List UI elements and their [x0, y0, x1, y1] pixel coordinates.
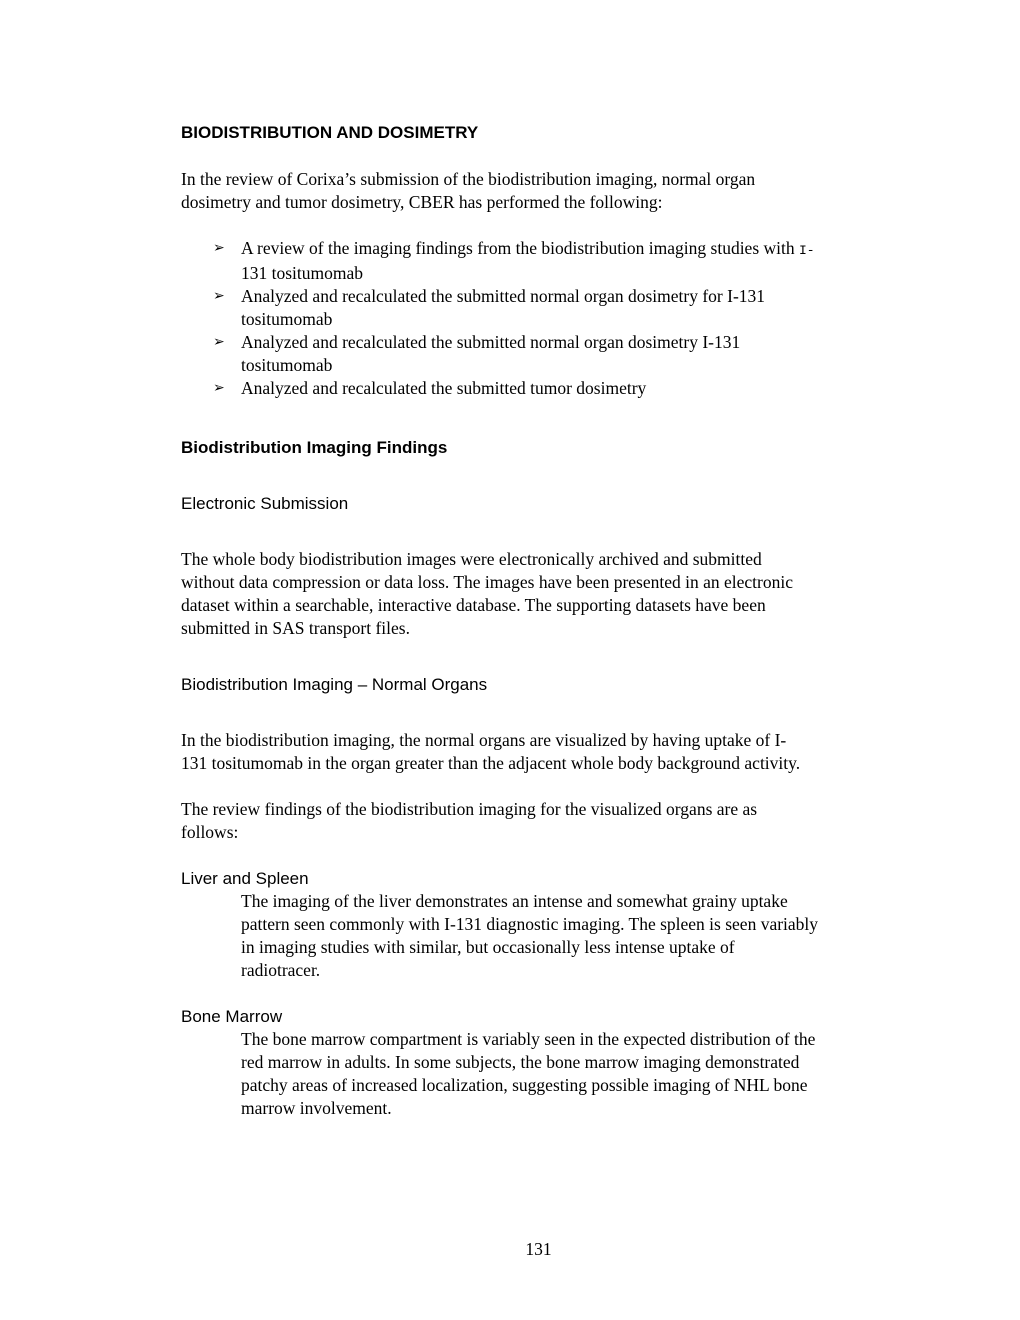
bullet-item — [213, 237, 815, 285]
organ-heading: Bone Marrow — [181, 1007, 283, 1026]
text-line: The whole body biodistribution images were electronically archived and submitted — [181, 549, 762, 569]
text-fragment: I- — [799, 243, 815, 258]
page-number: 131 — [525, 1239, 552, 1259]
text-line: Analyzed and recalculated the submitted normal organ dosimetry for I-131 — [241, 286, 766, 306]
section-heading: Biodistribution Imaging Findings — [181, 438, 448, 457]
arrow-bullet-icon: ➢ — [213, 380, 225, 396]
text-line: dosimetry and tumor dosimetry, CBER has performed the following: — [181, 192, 663, 212]
organ-heading: Liver and Spleen — [181, 869, 309, 888]
text-line: The bone marrow compartment is variably seen in the expected distribution of the — [241, 1029, 816, 1049]
electronic-paragraph — [181, 548, 793, 640]
bullet-item — [213, 377, 815, 400]
text-line: dataset within a searchable, interactive database. The supporting datasets have been — [181, 595, 766, 615]
bullet-item — [213, 331, 815, 377]
text-line: tositumomab — [241, 355, 333, 375]
subsection-heading: Electronic Submission — [181, 494, 349, 513]
page-heading: BIODISTRIBUTION AND DOSIMETRY — [181, 123, 479, 142]
text-line: In the review of Corixa’s submission of the biodistribution imaging, normal organ — [181, 169, 756, 189]
text-line: Analyzed and recalculated the submitted normal organ dosimetry I-131 — [241, 332, 741, 352]
text-line: 131 tositumomab — [241, 263, 364, 283]
text-line: in imaging studies with similar, but occasionally less intense uptake of — [241, 937, 735, 957]
arrow-bullet-icon: ➢ — [213, 240, 225, 256]
bullet-item — [213, 285, 815, 331]
liver-paragraph — [241, 890, 818, 982]
normal-organs-paragraph — [181, 729, 800, 775]
text-line: pattern seen commonly with I-131 diagnostic imaging. The spleen is seen variably — [241, 914, 819, 934]
subsection-heading: Biodistribution Imaging – Normal Organs — [181, 675, 488, 694]
text-line: submitted in SAS transport files. — [181, 618, 410, 638]
text-line: red marrow in adults. In some subjects, the bone marrow imaging demonstrated — [241, 1052, 800, 1072]
bullet-list — [213, 237, 815, 400]
marrow-paragraph — [241, 1028, 815, 1120]
text-line: In the biodistribution imaging, the normal organs are visualized by having uptake of I- — [181, 730, 787, 750]
text-line: marrow involvement. — [241, 1098, 392, 1118]
text-line: without data compression or data loss. The images have been presented in an electronic — [181, 572, 793, 592]
text-line: Analyzed and recalculated the submitted tumor dosimetry — [241, 378, 647, 398]
intro-paragraph — [181, 168, 755, 214]
arrow-bullet-icon: ➢ — [213, 334, 225, 350]
text-line: The review findings of the biodistribution imaging for the visualized organs are as — [181, 799, 758, 819]
text-line: 131 tositumomab in the organ greater than the adjacent whole body background activity. — [181, 753, 801, 773]
text-line: patchy areas of increased localization, suggesting possible imaging of NHL bone — [241, 1075, 808, 1095]
text-line: follows: — [181, 822, 239, 842]
text-line: radiotracer. — [241, 960, 321, 980]
text-line: The imaging of the liver demonstrates an intense and somewhat grainy uptake — [241, 891, 788, 911]
text-line: tositumomab — [241, 309, 333, 329]
review-paragraph — [181, 798, 757, 844]
text-line: A review of the imaging findings from the biodistribution imaging studies with — [241, 238, 799, 258]
arrow-bullet-icon: ➢ — [213, 288, 225, 304]
